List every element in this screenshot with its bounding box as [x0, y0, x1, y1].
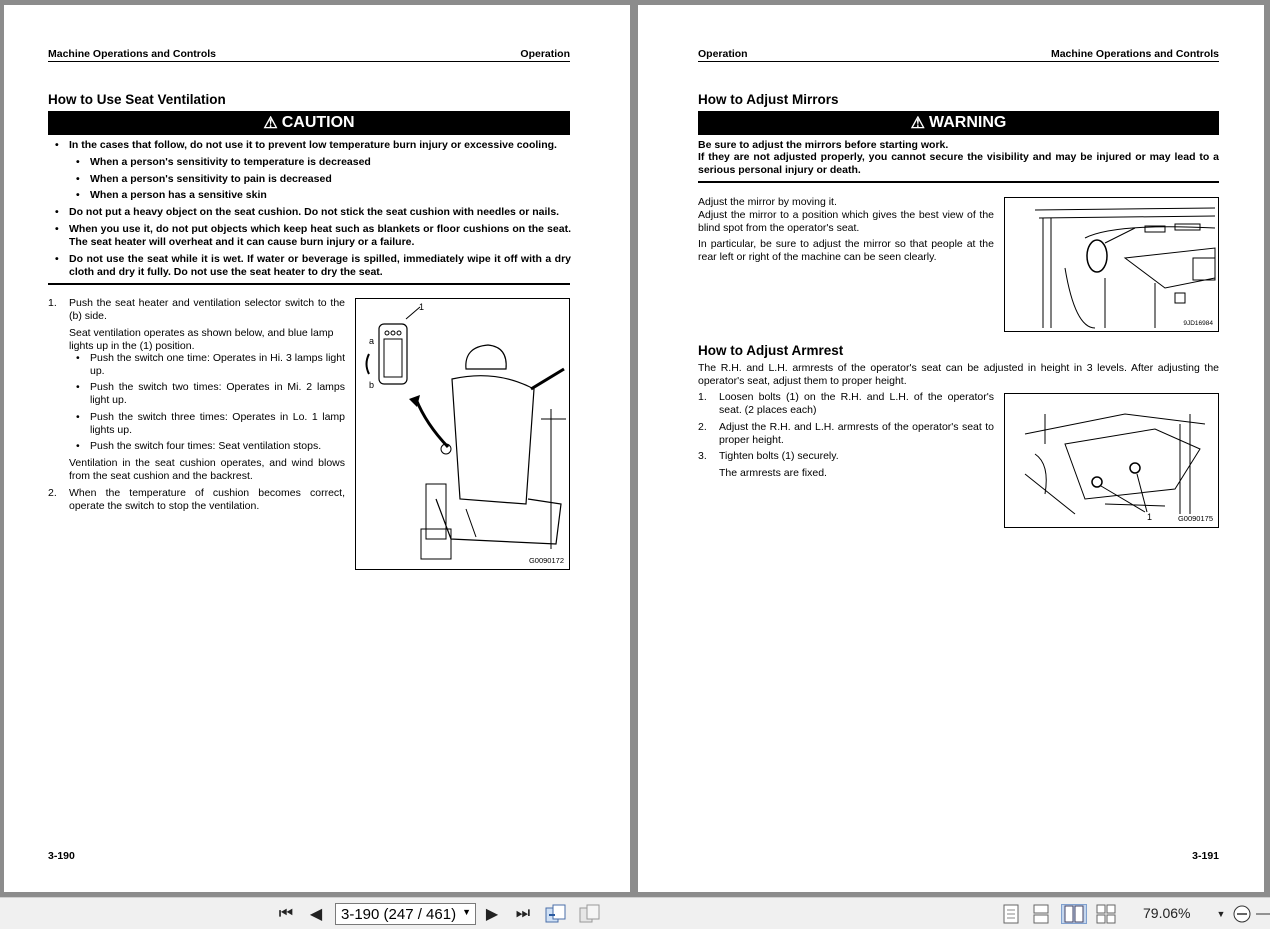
caution-end-rule	[48, 283, 570, 285]
chevron-down-icon[interactable]: ▼	[462, 907, 471, 917]
armrest-step-3-note: The armrests are fixed.	[719, 467, 827, 479]
figure-code: 9JD16984	[1183, 320, 1213, 327]
caution-item: • Do not use the seat while it is wet. If water or beverage is spilled, immediately wipe it off with a dry cloth and dry it fully. Do not use the seat heater to dry the seat.	[69, 253, 571, 278]
figure-callout-b: b	[369, 380, 375, 390]
caution-item: • Do not put a heavy object on the seat cushion. Do not stick the seat cushion with needles or nails.	[69, 206, 571, 219]
zoom-dropdown-icon[interactable]: ▼	[1216, 909, 1226, 919]
step-1-bullet: • Push the switch one time: Operates in Hi. 3 lamps light up.	[90, 352, 345, 377]
zoom-level[interactable]: 79.06%	[1143, 905, 1191, 921]
page-number-value: 3-190 (247 / 461)	[341, 905, 457, 923]
zoom-out-icon[interactable]	[1231, 904, 1253, 924]
step-1-note: Ventilation in the seat cushion operates, and wind blows from the seat cushion and the backrest.	[69, 457, 345, 482]
page-number: 3-191	[1192, 850, 1219, 862]
caution-item: • When you use it, do not put objects which keep heat such as blankets or floor cushions on the seat. The seat heater will overheat and it can cause burn injury or a failure.	[69, 223, 571, 248]
caution-item: • In the cases that follow, do not use it to prevent low temperature burn injury or excessive cooling.	[69, 139, 571, 152]
page-3-190	[4, 5, 630, 892]
warning-end-rule	[698, 181, 1219, 183]
armrest-illustration	[1005, 394, 1219, 528]
continuous-page-icon[interactable]	[1030, 904, 1052, 924]
mirror-illustration	[1005, 198, 1219, 332]
warning-triangle-icon: ⚠	[910, 115, 925, 132]
warning-banner	[698, 111, 1219, 135]
section-title: How to Use Seat Ventilation	[48, 92, 226, 107]
step-1: 1. Push the seat heater and ventilation selector switch to the (b) side.	[48, 297, 345, 322]
step-1-detail: Seat ventilation operates as shown below, and blue lamp lights up in the (1) position.	[69, 327, 334, 352]
page-3-191	[638, 5, 1264, 892]
zoom-slider[interactable]	[1256, 904, 1270, 924]
facing-pages-icon[interactable]	[1061, 904, 1087, 924]
armrest-intro: The R.H. and L.H. armrests of the operator's seat can be adjusted in height in 3 levels. After adjusting the operator's seat, adjust them to proper height.	[698, 362, 1219, 387]
armrest-figure	[1004, 393, 1219, 528]
seat-ventilation-figure	[355, 298, 570, 570]
caution-subitem: • When a person has a sensitive skin	[90, 189, 570, 202]
caution-banner	[48, 111, 570, 135]
figure-code: G0090172	[528, 556, 564, 565]
single-page-icon[interactable]	[1000, 904, 1022, 924]
viewer-toolbar	[0, 897, 1270, 929]
caution-subitem: • When a person's sensitivity to temperature is decreased	[90, 156, 570, 169]
caution-label: CAUTION	[281, 114, 355, 131]
mirror-paragraph-2: Adjust the mirror to a position which gives the best view of the blind spot from the operator's seat.	[698, 209, 994, 234]
seat-illustration	[356, 299, 570, 570]
step-1-bullet: • Push the switch three times: Operates in Lo. 1 lamp lights up.	[90, 411, 345, 436]
warning-line-1: Be sure to adjust the mirrors before starting work.	[698, 139, 949, 151]
caution-subitem: • When a person's sensitivity to pain is decreased	[90, 173, 570, 186]
section-title-mirrors: How to Adjust Mirrors	[698, 92, 839, 107]
mirror-paragraph-3: In particular, be sure to adjust the mirror so that people at the rear left or right of the machine can be seen clearly.	[698, 238, 994, 263]
page-number-select[interactable]	[335, 903, 476, 925]
figure-callout-1: 1	[419, 302, 425, 312]
previous-view-icon[interactable]	[544, 904, 568, 924]
first-page-icon[interactable]: ⏮	[278, 905, 294, 922]
figure-callout-1: 1	[1147, 512, 1153, 522]
next-view-icon[interactable]	[578, 904, 602, 924]
header-right: Operation	[520, 48, 570, 60]
armrest-step-2: 2. Adjust the R.H. and L.H. armrests of the operator's seat to proper height.	[698, 421, 994, 446]
armrest-step-1: 1. Loosen bolts (1) on the R.H. and L.H. of the operator's seat. (2 places each)	[698, 391, 994, 416]
warning-label: WARNING	[929, 114, 1007, 131]
header-left: Machine Operations and Controls	[48, 48, 217, 60]
next-page-icon[interactable]: ▶	[485, 906, 499, 923]
warning-triangle-icon: ⚠	[263, 115, 278, 132]
header-rule	[48, 61, 570, 62]
figure-callout-a: a	[369, 336, 375, 346]
mirror-figure	[1004, 197, 1219, 332]
figure-code: G0090175	[1177, 514, 1213, 523]
armrest-step-3: 3. Tighten bolts (1) securely.	[698, 450, 839, 462]
page-number: 3-190	[48, 850, 75, 862]
mirror-paragraph-1: Adjust the mirror by moving it.	[698, 196, 837, 208]
continuous-facing-icon[interactable]	[1095, 904, 1117, 924]
header-left: Operation	[698, 48, 748, 60]
last-page-icon[interactable]: ⏭	[515, 905, 531, 922]
step-1-bullet: • Push the switch four times: Seat ventilation stops.	[90, 440, 345, 453]
previous-page-icon[interactable]: ◀	[309, 906, 323, 923]
section-title-armrest: How to Adjust Armrest	[698, 343, 844, 358]
header-right: Machine Operations and Controls	[1050, 48, 1219, 60]
warning-line-2: If they are not adjusted properly, you cannot secure the visibility and may be injured or may lead to a serious personal injury or death.	[698, 151, 1219, 176]
step-2: 2. When the temperature of cushion becomes correct, operate the switch to stop the ventilation.	[48, 487, 345, 512]
step-1-bullet: • Push the switch two times: Operates in Mi. 2 lamps light up.	[90, 381, 345, 406]
header-rule	[698, 61, 1219, 62]
